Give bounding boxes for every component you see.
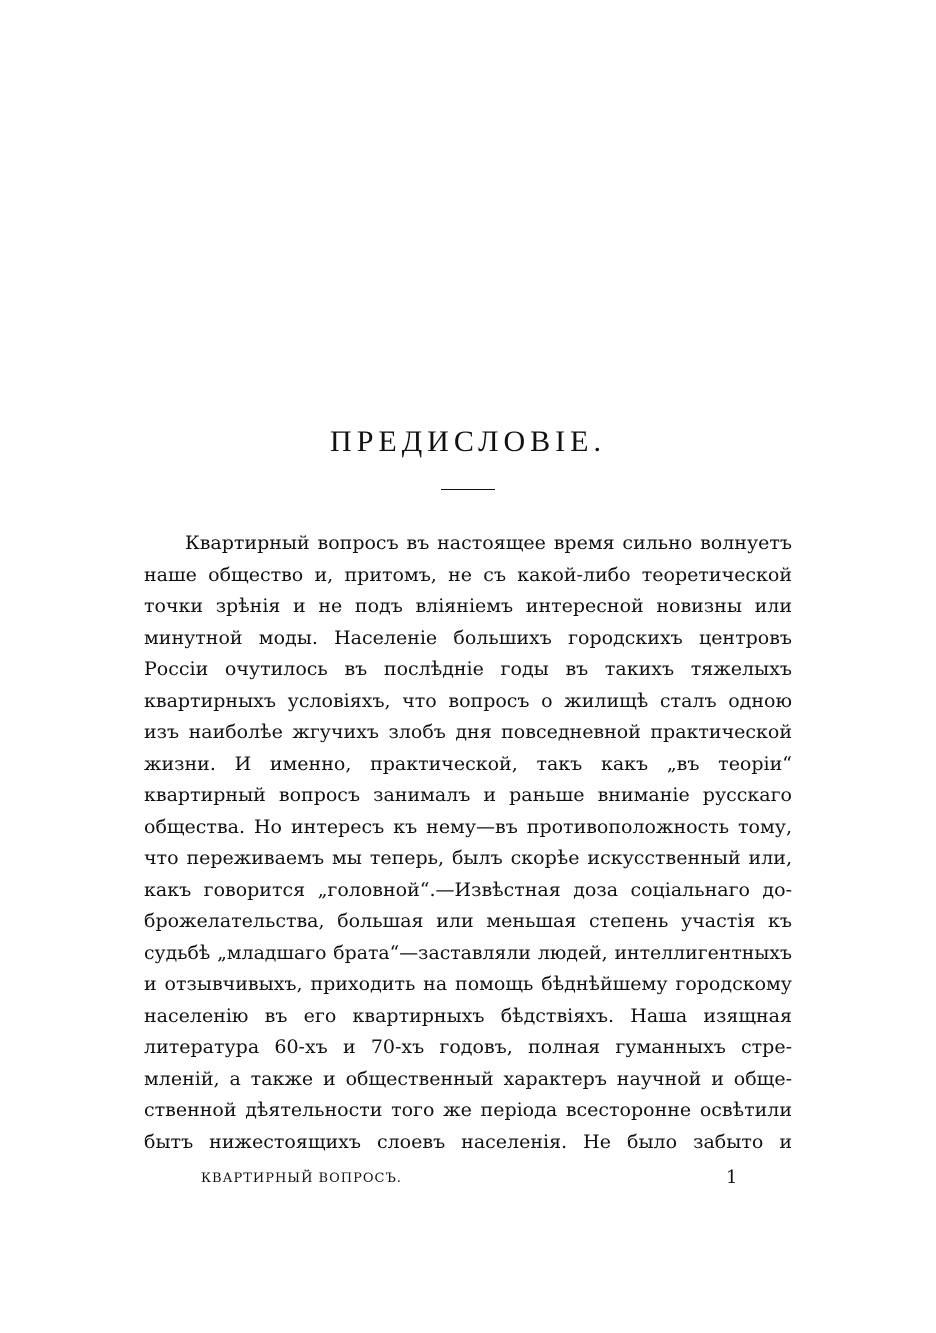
page-number: 1 [726,1167,738,1188]
text-line: литература 60-хъ и 70-хъ годовъ, полная гуманныхъ стре- [144,1036,792,1058]
text-line: наше общество и, притомъ, не съ какой-либо теоретической [144,563,792,586]
text-line: изъ наиболѣе жгучихъ злобъ дня повседневной практической [144,721,792,743]
text-line: Россіи очутилось въ послѣдніе годы въ такихъ тяжелыхъ [144,658,792,680]
text-line: брожелательства, большая или меньшая степень участія къ [144,910,792,932]
text-line: ственной дѣятельности того же періода всесторонне освѣтили [144,1099,792,1121]
text-line: какъ говорится „головной“.—Извѣстная доза соціальнаго до- [144,878,792,901]
title-underline-rule [441,489,495,490]
running-footer-title: КВАРТИРНЫЙ ВОПРОСЪ. [201,1171,402,1186]
text-line: точки зрѣнія и не подъ вліяніемъ интересной новизны или [144,595,792,617]
text-line: бытъ нижестоящихъ слоевъ населенія. Не было забыто и [144,1130,792,1153]
text-line: и отзывчивыхъ, приходить на помощь бѣднѣйшему городскому [144,973,792,995]
text-line: общества. Но интересъ къ нему—въ противоположность тому, [144,815,792,838]
text-line: населенію въ его квартирныхъ бѣдствіяхъ. Наша изящная [144,1004,792,1027]
text-line: минутной моды. Населеніе большихъ городскихъ центровъ [144,626,792,649]
page-title: ПРЕДИСЛОВIЕ. [330,425,606,458]
text-line: жизни. И именно, практической, такъ какъ „въ теоріи“ [144,752,792,775]
text-line: что переживаемъ мы теперь, былъ скорѣе искусственный или, [144,847,792,869]
text-line: квартирныхъ условіяхъ, что вопросъ о жилищѣ сталъ одною [144,689,792,712]
text-line: мленій, а также и общественный характеръ научной и обще- [144,1067,792,1090]
text-line: квартирный вопросъ занималъ и раньше вниманіе русскаго [144,784,792,806]
preface-paragraph [144,528,792,1158]
text-line: Квартирный вопросъ въ настоящее время сильно волнуетъ [185,532,792,554]
text-line: судьбѣ „младшаго брата“—заставляли людей, интеллигентныхъ [144,941,792,964]
